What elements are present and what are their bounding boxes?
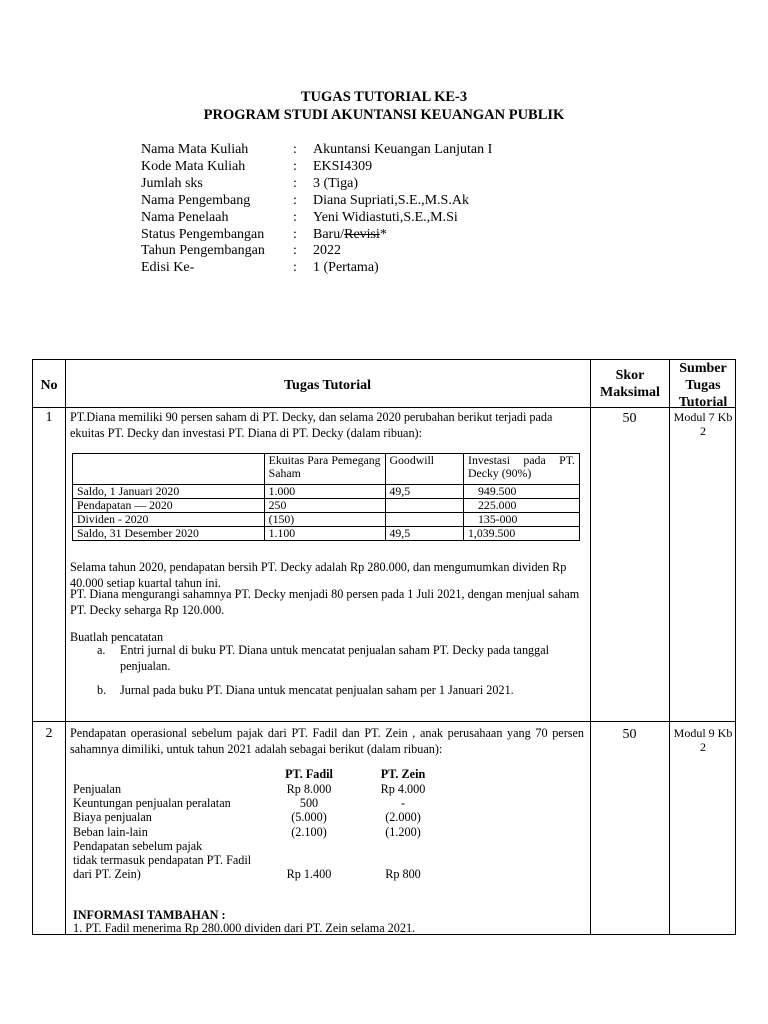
meta-label: Nama Mata Kuliah: [141, 142, 249, 157]
meta-value: 2022: [313, 243, 341, 259]
meta-colon: :: [293, 226, 297, 242]
line-cost-label: Biaya penjualan: [73, 810, 152, 824]
meta-label: Edisi Ke-: [141, 260, 195, 276]
inner-cell-equity: (150): [264, 513, 385, 527]
pretax-fadil: Rp 1.400: [286, 867, 332, 881]
inner-header-equity: Ekuitas Para Pemegang Saham: [264, 454, 385, 485]
inner-cell-goodwill: [385, 513, 464, 527]
meta-row-status: [141, 227, 492, 244]
meta-value: Yeni Widiastuti,S.E.,M.Si: [313, 209, 458, 225]
line-gain-label: Keuntungan penjualan peralatan: [73, 796, 231, 810]
inner-cell-equity: 1.000: [264, 485, 385, 499]
meta-value: Diana Supriati,S.E.,M.S.Ak: [313, 192, 469, 208]
row1-max-score: 50: [622, 411, 637, 426]
meta-row-reviewer: [141, 210, 492, 227]
inner-cell-investment: 135-000: [464, 513, 580, 527]
meta-row-year: [141, 243, 492, 260]
inner-cell-investment: 949.500: [464, 485, 580, 499]
meta-value: 3 (Tiga): [313, 175, 358, 191]
inner-cell-label: Dividen - 2020: [73, 513, 265, 527]
inner-cell-investment: 225.000: [464, 499, 580, 513]
meta-colon: :: [293, 192, 297, 208]
row1-number: 1: [45, 410, 53, 425]
row-divider: [33, 407, 735, 408]
status-revision-struck: Revisi: [344, 226, 380, 242]
row1-intro: PT.Diana memiliki 90 persen saham di PT. Decky, dan selama 2020 perubahan berikut terjadi pada ekuitas PT. Decky dan investasi PT. Diana di PT. Decky (dalam ribuan):: [70, 410, 553, 440]
pretax-zein: Rp 800: [385, 867, 421, 881]
meta-colon: :: [293, 209, 297, 225]
column-divider: [65, 360, 66, 934]
meta-value: 1 (Pertama): [313, 260, 379, 276]
item-a-marker: a.: [97, 643, 106, 657]
row2-max-score: 50: [622, 727, 637, 742]
meta-row-course-code: [141, 159, 492, 176]
header-score: Skor Maksimal: [600, 368, 660, 400]
program-title: PROGRAM STUDI AKUNTANSI KEUANGAN PUBLIK: [203, 107, 565, 123]
meta-label: Kode Mata Kuliah: [141, 158, 246, 174]
meta-label: Jumlah sks: [141, 175, 203, 191]
inner-cell-investment: 1,039.500: [464, 527, 580, 541]
pretax-label-line3: dari PT. Zein): [73, 867, 141, 881]
equity-investment-table: [72, 453, 580, 541]
inner-cell-label: Saldo, 1 Januari 2020: [73, 485, 265, 499]
col-header-fadil: PT. Fadil: [285, 767, 333, 781]
inner-header-goodwill: Goodwill: [385, 454, 464, 485]
col-header-zein: PT. Zein: [380, 767, 426, 781]
line-gain-fadil: 500: [299, 796, 319, 810]
meta-row-credits: [141, 176, 492, 193]
meta-label: Nama Pengembang: [141, 192, 251, 208]
tutorial-table: [32, 359, 736, 935]
course-metadata: [141, 142, 492, 277]
status-asterisk: *: [379, 226, 387, 242]
inner-cell-label: Saldo, 31 Desember 2020: [73, 527, 265, 541]
meta-colon: :: [293, 260, 297, 276]
meta-value: Akuntansi Keuangan Lanjutan I: [313, 142, 493, 157]
inner-header-row: [73, 454, 580, 485]
meta-value: EKSI4309: [313, 158, 373, 174]
line-sales-label: Penjualan: [73, 782, 122, 796]
line-cost-fadil: (5.000): [291, 810, 327, 824]
inner-cell-equity: 250: [264, 499, 385, 513]
row-divider: [33, 721, 735, 722]
meta-label: Status Pengembangan: [141, 226, 265, 242]
inner-cell-equity: 1.100: [264, 527, 385, 541]
row2-intro: Pendapatan operasional sebelum pajak dari PT. Fadil dan PT. Zein , anak perusahaan yang 70 persen sahamnya dimiliki, untuk tahun 2021 adalah sebagai berikut (dalam ribuan):: [70, 726, 584, 756]
pretax-label-line2: tidak termasuk pendapatan PT. Fadil: [73, 853, 252, 867]
meta-row-course-name: [141, 142, 492, 159]
inner-header-blank: [73, 454, 265, 485]
inner-row: [73, 485, 580, 499]
item-b-text: Jurnal pada buku PT. Diana untuk mencatat penjualan saham per 1 Januari 2021.: [120, 683, 514, 697]
inner-cell-label: Pendapatan — 2020: [73, 499, 265, 513]
row1-instruction: Buatlah pencatatan: [70, 630, 164, 644]
inner-row: [73, 499, 580, 513]
status-new: Baru/: [313, 226, 345, 242]
additional-info-1: 1. PT. Fadil menerima Rp 280.000 dividen dari PT. Zein selama 2021.: [73, 921, 416, 935]
meta-colon: :: [293, 243, 297, 259]
header-task: Tugas Tutorial: [283, 378, 372, 393]
inner-header-investment: Investasi pada PT. Decky (90%): [464, 454, 580, 485]
meta-colon: :: [293, 175, 297, 191]
line-gain-zein: -: [400, 796, 406, 810]
inner-cell-goodwill: 49,5: [385, 527, 464, 541]
meta-colon: :: [293, 158, 297, 174]
meta-label: Nama Penelaah: [141, 209, 229, 225]
meta-row-edition: [141, 260, 492, 277]
meta-row-developer: [141, 193, 492, 210]
item-b-marker: b.: [97, 683, 107, 697]
row1-paragraph-income: Selama tahun 2020, pendapatan bersih PT. Decky adalah Rp 280.000, dan mengumumkan dividen Rp 40.000 setiap kuartal tahun ini.: [70, 560, 567, 590]
line-sales-fadil: Rp 8.000: [286, 782, 332, 796]
item-a-text: Entri jurnal di buku PT. Diana untuk mencatat penjualan saham PT. Decky pada tanggal penjualan.: [120, 643, 550, 673]
line-other-zein: (1.200): [385, 825, 421, 839]
row2-number: 2: [45, 726, 53, 741]
inner-cell-goodwill: [385, 499, 464, 513]
document-title: TUGAS TUTORIAL KE-3: [300, 89, 468, 105]
line-other-fadil: (2.100): [291, 825, 327, 839]
inner-row: [73, 513, 580, 527]
additional-info-title: INFORMASI TAMBAHAN :: [73, 908, 226, 922]
line-sales-zein: Rp 4.000: [380, 782, 426, 796]
line-cost-zein: (2.000): [385, 810, 421, 824]
inner-cell-goodwill: 49,5: [385, 485, 464, 499]
meta-value: [313, 227, 387, 244]
column-divider: [590, 360, 591, 934]
column-divider: [669, 360, 670, 934]
meta-label: Tahun Pengembangan: [141, 243, 265, 259]
header-no: No: [40, 378, 58, 393]
row1-source: Modul 7 Kb 2: [673, 410, 733, 438]
inner-row: [73, 527, 580, 541]
row1-paragraph-sale: PT. Diana mengurangi sahamnya PT. Decky menjadi 80 persen pada 1 Juli 2021, dengan menjual saham PT. Decky seharga Rp 120.000.: [70, 587, 580, 617]
header-source: Sumber Tugas Tutorial: [678, 361, 728, 410]
meta-colon: :: [293, 142, 297, 157]
line-other-label: Beban lain-lain: [73, 825, 148, 839]
pretax-label-line1: Pendapatan sebelum pajak: [73, 839, 203, 853]
row2-source: Modul 9 Kb 2: [673, 726, 733, 754]
